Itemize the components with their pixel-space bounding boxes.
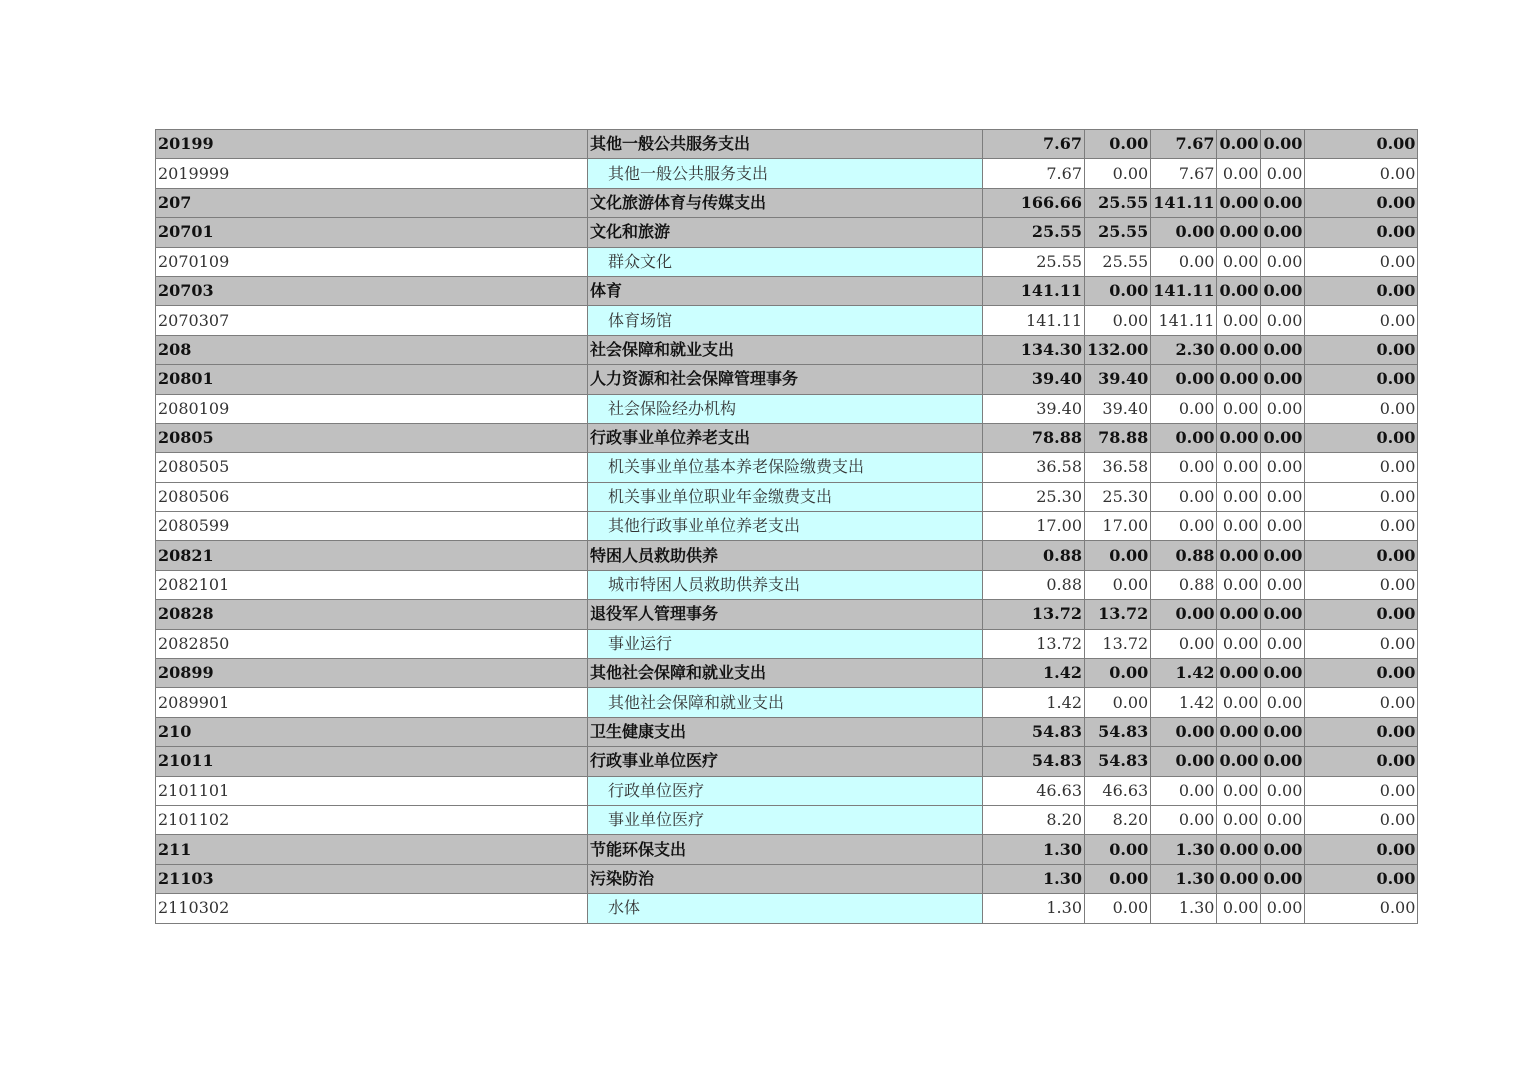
- cell-value-4: 0.00: [1217, 659, 1261, 688]
- cell-value-6: 0.00: [1305, 247, 1418, 276]
- cell-value-3: 0.00: [1151, 453, 1217, 482]
- table-row: [156, 306, 1418, 335]
- table-row: [156, 600, 1418, 629]
- cell-value-6: 0.00: [1305, 335, 1418, 364]
- cell-value-2: 13.72: [1085, 600, 1151, 629]
- cell-value-2: 0.00: [1085, 835, 1151, 864]
- cell-value-3: 0.00: [1151, 247, 1217, 276]
- cell-code: 20828: [156, 600, 588, 629]
- table-row: [156, 130, 1418, 159]
- table-row: [156, 276, 1418, 305]
- cell-name: 人力资源和社会保障管理事务: [588, 365, 983, 394]
- cell-value-4: 0.00: [1217, 747, 1261, 776]
- cell-value-2: 54.83: [1085, 717, 1151, 746]
- cell-value-5: 0.00: [1261, 541, 1305, 570]
- cell-value-2: 0.00: [1085, 688, 1151, 717]
- cell-value-4: 0.00: [1217, 805, 1261, 834]
- cell-value-5: 0.00: [1261, 747, 1305, 776]
- cell-value-6: 0.00: [1305, 776, 1418, 805]
- cell-value-5: 0.00: [1261, 835, 1305, 864]
- cell-value-4: 0.00: [1217, 512, 1261, 541]
- cell-value-6: 0.00: [1305, 835, 1418, 864]
- cell-value-4: 0.00: [1217, 365, 1261, 394]
- cell-name: 特困人员救助供养: [588, 541, 983, 570]
- cell-value-2: 78.88: [1085, 423, 1151, 452]
- cell-value-2: 13.72: [1085, 629, 1151, 658]
- cell-value-4: 0.00: [1217, 629, 1261, 658]
- cell-value-5: 0.00: [1261, 394, 1305, 423]
- cell-value-1: 46.63: [983, 776, 1085, 805]
- cell-value-3: 1.30: [1151, 835, 1217, 864]
- cell-code: 208: [156, 335, 588, 364]
- cell-name: 文化旅游体育与传媒支出: [588, 188, 983, 217]
- cell-value-4: 0.00: [1217, 835, 1261, 864]
- cell-code: 2070307: [156, 306, 588, 335]
- cell-value-5: 0.00: [1261, 512, 1305, 541]
- budget-table: [155, 129, 1418, 924]
- cell-name: 其他一般公共服务支出: [588, 130, 983, 159]
- cell-name: 行政单位医疗: [588, 776, 983, 805]
- cell-value-4: 0.00: [1217, 188, 1261, 217]
- table-row: [156, 894, 1418, 923]
- cell-value-1: 39.40: [983, 394, 1085, 423]
- cell-code: 2101102: [156, 805, 588, 834]
- cell-code: 2110302: [156, 894, 588, 923]
- cell-name: 群众文化: [588, 247, 983, 276]
- cell-value-1: 36.58: [983, 453, 1085, 482]
- table-row: [156, 864, 1418, 893]
- cell-value-1: 17.00: [983, 512, 1085, 541]
- cell-value-1: 54.83: [983, 717, 1085, 746]
- cell-name: 体育: [588, 276, 983, 305]
- cell-value-3: 0.00: [1151, 629, 1217, 658]
- cell-value-4: 0.00: [1217, 894, 1261, 923]
- cell-code: 2080505: [156, 453, 588, 482]
- cell-value-5: 0.00: [1261, 864, 1305, 893]
- cell-value-2: 0.00: [1085, 306, 1151, 335]
- cell-value-2: 36.58: [1085, 453, 1151, 482]
- cell-value-5: 0.00: [1261, 453, 1305, 482]
- cell-value-3: 141.11: [1151, 306, 1217, 335]
- cell-value-6: 0.00: [1305, 659, 1418, 688]
- cell-value-4: 0.00: [1217, 717, 1261, 746]
- cell-value-1: 13.72: [983, 629, 1085, 658]
- cell-code: 20821: [156, 541, 588, 570]
- cell-value-1: 134.30: [983, 335, 1085, 364]
- cell-value-1: 25.55: [983, 247, 1085, 276]
- cell-value-6: 0.00: [1305, 629, 1418, 658]
- cell-code: 2082850: [156, 629, 588, 658]
- cell-value-3: 1.42: [1151, 688, 1217, 717]
- table-row: [156, 512, 1418, 541]
- table-row: [156, 541, 1418, 570]
- cell-value-6: 0.00: [1305, 688, 1418, 717]
- cell-value-6: 0.00: [1305, 306, 1418, 335]
- cell-value-1: 39.40: [983, 365, 1085, 394]
- cell-value-6: 0.00: [1305, 365, 1418, 394]
- cell-code: 2080599: [156, 512, 588, 541]
- cell-value-6: 0.00: [1305, 864, 1418, 893]
- table-row: [156, 776, 1418, 805]
- cell-value-3: 0.00: [1151, 512, 1217, 541]
- cell-code: 20801: [156, 365, 588, 394]
- cell-value-3: 1.42: [1151, 659, 1217, 688]
- cell-name: 文化和旅游: [588, 218, 983, 247]
- cell-value-2: 0.00: [1085, 276, 1151, 305]
- cell-value-2: 0.00: [1085, 130, 1151, 159]
- cell-code: 20701: [156, 218, 588, 247]
- cell-value-2: 0.00: [1085, 541, 1151, 570]
- cell-value-6: 0.00: [1305, 218, 1418, 247]
- cell-value-3: 1.30: [1151, 894, 1217, 923]
- cell-value-3: 2.30: [1151, 335, 1217, 364]
- cell-name: 行政事业单位养老支出: [588, 423, 983, 452]
- cell-name: 节能环保支出: [588, 835, 983, 864]
- cell-value-4: 0.00: [1217, 688, 1261, 717]
- cell-value-4: 0.00: [1217, 570, 1261, 599]
- table-row: [156, 365, 1418, 394]
- cell-value-6: 0.00: [1305, 276, 1418, 305]
- cell-value-3: 1.30: [1151, 864, 1217, 893]
- cell-code: 211: [156, 835, 588, 864]
- cell-value-2: 132.00: [1085, 335, 1151, 364]
- cell-name: 机关事业单位职业年金缴费支出: [588, 482, 983, 511]
- table-row: [156, 570, 1418, 599]
- cell-value-1: 141.11: [983, 306, 1085, 335]
- cell-value-2: 25.55: [1085, 218, 1151, 247]
- cell-value-6: 0.00: [1305, 512, 1418, 541]
- cell-value-1: 54.83: [983, 747, 1085, 776]
- cell-value-5: 0.00: [1261, 776, 1305, 805]
- cell-value-3: 0.00: [1151, 747, 1217, 776]
- cell-value-4: 0.00: [1217, 306, 1261, 335]
- cell-value-3: 141.11: [1151, 188, 1217, 217]
- cell-name: 社会保障和就业支出: [588, 335, 983, 364]
- cell-value-3: 0.00: [1151, 423, 1217, 452]
- cell-value-3: 0.00: [1151, 482, 1217, 511]
- cell-value-3: 141.11: [1151, 276, 1217, 305]
- cell-value-1: 166.66: [983, 188, 1085, 217]
- cell-value-6: 0.00: [1305, 423, 1418, 452]
- cell-value-3: 0.88: [1151, 541, 1217, 570]
- cell-name: 社会保险经办机构: [588, 394, 983, 423]
- cell-value-1: 1.42: [983, 659, 1085, 688]
- cell-name: 行政事业单位医疗: [588, 747, 983, 776]
- cell-code: 20199: [156, 130, 588, 159]
- cell-value-6: 0.00: [1305, 394, 1418, 423]
- cell-value-6: 0.00: [1305, 570, 1418, 599]
- table-row: [156, 482, 1418, 511]
- cell-code: 2070109: [156, 247, 588, 276]
- cell-value-2: 0.00: [1085, 894, 1151, 923]
- cell-value-1: 8.20: [983, 805, 1085, 834]
- cell-name: 其他行政事业单位养老支出: [588, 512, 983, 541]
- table-row: [156, 335, 1418, 364]
- cell-value-6: 0.00: [1305, 453, 1418, 482]
- cell-value-3: 0.88: [1151, 570, 1217, 599]
- cell-value-6: 0.00: [1305, 159, 1418, 188]
- cell-name: 退役军人管理事务: [588, 600, 983, 629]
- cell-value-5: 0.00: [1261, 894, 1305, 923]
- cell-code: 207: [156, 188, 588, 217]
- cell-value-4: 0.00: [1217, 394, 1261, 423]
- cell-value-4: 0.00: [1217, 864, 1261, 893]
- cell-name: 体育场馆: [588, 306, 983, 335]
- cell-value-5: 0.00: [1261, 335, 1305, 364]
- cell-value-1: 0.88: [983, 570, 1085, 599]
- cell-value-4: 0.00: [1217, 482, 1261, 511]
- cell-name: 城市特困人员救助供养支出: [588, 570, 983, 599]
- cell-code: 2019999: [156, 159, 588, 188]
- cell-code: 2080506: [156, 482, 588, 511]
- cell-value-3: 7.67: [1151, 159, 1217, 188]
- cell-value-6: 0.00: [1305, 894, 1418, 923]
- cell-value-6: 0.00: [1305, 747, 1418, 776]
- cell-value-1: 7.67: [983, 159, 1085, 188]
- cell-value-5: 0.00: [1261, 423, 1305, 452]
- cell-value-1: 141.11: [983, 276, 1085, 305]
- cell-value-2: 0.00: [1085, 159, 1151, 188]
- cell-value-1: 25.30: [983, 482, 1085, 511]
- cell-name: 其他社会保障和就业支出: [588, 688, 983, 717]
- cell-value-5: 0.00: [1261, 600, 1305, 629]
- cell-value-2: 25.55: [1085, 188, 1151, 217]
- cell-value-6: 0.00: [1305, 188, 1418, 217]
- cell-code: 20805: [156, 423, 588, 452]
- table-row: [156, 805, 1418, 834]
- cell-code: 2082101: [156, 570, 588, 599]
- cell-value-3: 0.00: [1151, 394, 1217, 423]
- cell-name: 水体: [588, 894, 983, 923]
- table-row: [156, 188, 1418, 217]
- cell-value-3: 0.00: [1151, 776, 1217, 805]
- table-row: [156, 835, 1418, 864]
- cell-value-5: 0.00: [1261, 276, 1305, 305]
- cell-name: 其他社会保障和就业支出: [588, 659, 983, 688]
- table-row: [156, 688, 1418, 717]
- table-row: [156, 453, 1418, 482]
- cell-value-4: 0.00: [1217, 159, 1261, 188]
- cell-value-1: 13.72: [983, 600, 1085, 629]
- cell-value-2: 8.20: [1085, 805, 1151, 834]
- cell-value-4: 0.00: [1217, 600, 1261, 629]
- cell-value-3: 7.67: [1151, 130, 1217, 159]
- table-row: [156, 747, 1418, 776]
- cell-code: 20899: [156, 659, 588, 688]
- cell-code: 20703: [156, 276, 588, 305]
- cell-value-1: 25.55: [983, 218, 1085, 247]
- cell-value-5: 0.00: [1261, 188, 1305, 217]
- cell-value-3: 0.00: [1151, 365, 1217, 394]
- cell-code: 2080109: [156, 394, 588, 423]
- cell-code: 210: [156, 717, 588, 746]
- cell-value-1: 78.88: [983, 423, 1085, 452]
- cell-code: 21103: [156, 864, 588, 893]
- cell-value-1: 7.67: [983, 130, 1085, 159]
- cell-value-4: 0.00: [1217, 130, 1261, 159]
- cell-value-4: 0.00: [1217, 276, 1261, 305]
- cell-code: 2089901: [156, 688, 588, 717]
- cell-value-6: 0.00: [1305, 130, 1418, 159]
- cell-value-2: 0.00: [1085, 659, 1151, 688]
- cell-value-5: 0.00: [1261, 218, 1305, 247]
- table-row: [156, 629, 1418, 658]
- cell-value-1: 1.30: [983, 835, 1085, 864]
- cell-name: 事业单位医疗: [588, 805, 983, 834]
- cell-name: 机关事业单位基本养老保险缴费支出: [588, 453, 983, 482]
- cell-value-5: 0.00: [1261, 659, 1305, 688]
- table-row: [156, 423, 1418, 452]
- cell-value-6: 0.00: [1305, 482, 1418, 511]
- table-row: [156, 159, 1418, 188]
- cell-code: 2101101: [156, 776, 588, 805]
- cell-value-4: 0.00: [1217, 453, 1261, 482]
- cell-value-2: 39.40: [1085, 394, 1151, 423]
- cell-value-3: 0.00: [1151, 600, 1217, 629]
- cell-value-5: 0.00: [1261, 159, 1305, 188]
- cell-value-6: 0.00: [1305, 717, 1418, 746]
- cell-value-2: 25.30: [1085, 482, 1151, 511]
- cell-value-2: 0.00: [1085, 864, 1151, 893]
- cell-value-4: 0.00: [1217, 247, 1261, 276]
- cell-name: 污染防治: [588, 864, 983, 893]
- cell-value-3: 0.00: [1151, 218, 1217, 247]
- cell-value-5: 0.00: [1261, 130, 1305, 159]
- cell-value-5: 0.00: [1261, 482, 1305, 511]
- cell-value-2: 17.00: [1085, 512, 1151, 541]
- table-body: [156, 130, 1418, 924]
- cell-value-1: 1.42: [983, 688, 1085, 717]
- cell-value-4: 0.00: [1217, 423, 1261, 452]
- cell-name: 事业运行: [588, 629, 983, 658]
- cell-value-2: 54.83: [1085, 747, 1151, 776]
- table-row: [156, 247, 1418, 276]
- table-row: [156, 394, 1418, 423]
- cell-name: 卫生健康支出: [588, 717, 983, 746]
- cell-value-5: 0.00: [1261, 805, 1305, 834]
- cell-value-3: 0.00: [1151, 717, 1217, 746]
- cell-value-2: 25.55: [1085, 247, 1151, 276]
- cell-value-6: 0.00: [1305, 541, 1418, 570]
- cell-value-4: 0.00: [1217, 541, 1261, 570]
- cell-value-6: 0.00: [1305, 600, 1418, 629]
- table-row: [156, 717, 1418, 746]
- cell-value-5: 0.00: [1261, 247, 1305, 276]
- cell-value-4: 0.00: [1217, 218, 1261, 247]
- cell-value-6: 0.00: [1305, 805, 1418, 834]
- cell-value-1: 1.30: [983, 864, 1085, 893]
- cell-value-1: 0.88: [983, 541, 1085, 570]
- cell-value-5: 0.00: [1261, 365, 1305, 394]
- cell-value-1: 1.30: [983, 894, 1085, 923]
- cell-value-2: 39.40: [1085, 365, 1151, 394]
- cell-code: 21011: [156, 747, 588, 776]
- cell-value-2: 46.63: [1085, 776, 1151, 805]
- cell-value-5: 0.00: [1261, 688, 1305, 717]
- cell-value-5: 0.00: [1261, 629, 1305, 658]
- cell-value-5: 0.00: [1261, 570, 1305, 599]
- table-row: [156, 218, 1418, 247]
- cell-value-4: 0.00: [1217, 335, 1261, 364]
- cell-value-3: 0.00: [1151, 805, 1217, 834]
- cell-value-5: 0.00: [1261, 306, 1305, 335]
- cell-name: 其他一般公共服务支出: [588, 159, 983, 188]
- cell-value-4: 0.00: [1217, 776, 1261, 805]
- cell-value-2: 0.00: [1085, 570, 1151, 599]
- cell-value-5: 0.00: [1261, 717, 1305, 746]
- table-row: [156, 659, 1418, 688]
